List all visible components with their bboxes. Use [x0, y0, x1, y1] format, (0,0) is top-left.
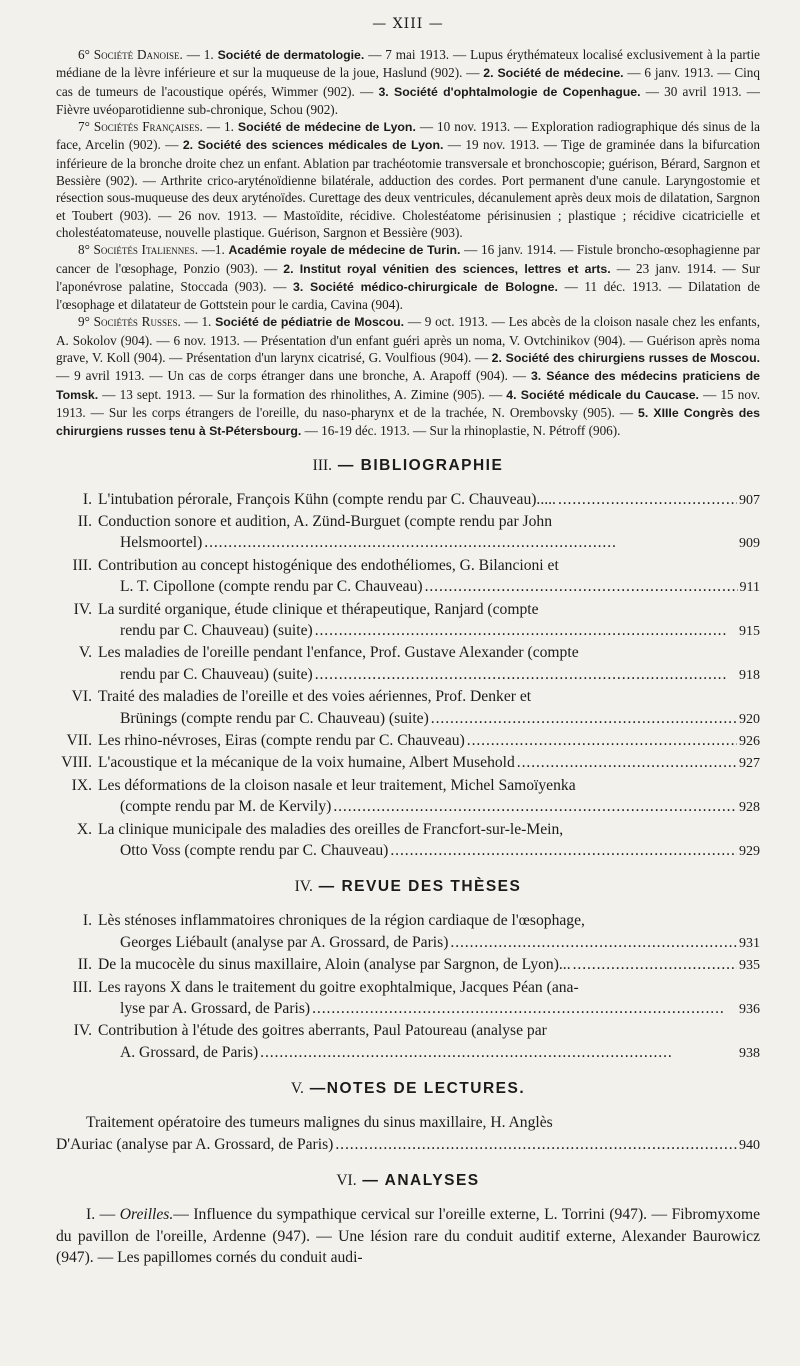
- bibliography-page: 915: [739, 623, 760, 639]
- bibliography-roman-numeral: VI.: [71, 688, 92, 706]
- bibliography-list: [56, 489, 760, 863]
- bibliography-roman-numeral: II.: [77, 512, 92, 530]
- society-name: 3. Société d'ophtalmologie de Copenhague.: [378, 84, 641, 99]
- thesis-entry: [56, 1020, 760, 1064]
- society-paragraph: [56, 313, 760, 440]
- society-text: —1.: [198, 242, 229, 258]
- thesis-title-line: A. Grossard, de Paris): [120, 1043, 259, 1061]
- thesis-title-line: Contribution à l'étude des goitres aberrants, Paul Patoureau (analyse par: [98, 1022, 547, 1040]
- bibliography-title-line: Les rhino-névroses, Eiras (compte rendu par C. Chauveau): [98, 732, 465, 749]
- society-paragraph: [56, 46, 760, 118]
- bibliography-entry: [56, 642, 760, 686]
- society-name: 4. Société médicale du Caucase.: [506, 387, 699, 402]
- thesis-page: 935: [739, 958, 760, 974]
- bibliography-heading-number: III.: [312, 456, 333, 474]
- bibliography-heading-title: — BIBLIOGRAPHIE: [337, 456, 504, 474]
- bibliography-page: 918: [739, 667, 760, 683]
- bibliography-page: 927: [739, 756, 760, 772]
- bibliography-title-line: Les maladies de l'oreille pendant l'enfance, Prof. Gustave Alexander (compte: [98, 644, 579, 662]
- theses-heading-number: IV.: [294, 878, 313, 896]
- society-country: Sociétés Françaises.: [93, 119, 203, 135]
- analyses-segment: I. —: [86, 1206, 120, 1224]
- society-name: Académie royale de médecine de Turin.: [228, 243, 461, 258]
- thesis-entry: [56, 954, 760, 976]
- bibliography-title-line: La surdité organique, étude clinique et thérapeutique, Ranjard (compte: [98, 600, 539, 618]
- bibliography-entry: [56, 489, 760, 511]
- bibliography-title-line: Contribution au concept histogénique des endothéliomes, G. Bilancioni et: [98, 556, 559, 574]
- bibliography-roman-numeral: V.: [78, 644, 92, 662]
- analyses-category: Oreilles.: [119, 1206, 174, 1224]
- bibliography-page: 907: [739, 492, 760, 508]
- thesis-roman-numeral: II.: [77, 956, 92, 974]
- society-text: — 19 nov. 1913. — Tige de graminée dans la bifurcation inférieure de la bronche droite chez un enfant. Ablation par trachéotomie transversale et bronchoscopie; guérison, Bérard, Sargnon et Bessière (902). — Arthrite crico-aryténoïdienne bilatérale, adduction des cordes. Port permanent d'une canule. Laryngostomie et résection sous-muqueuse des deux aryténoïdes. Curettage des deux ventricules, décanulement après deux mois de dilatation, Sargnon et Toubert (903). — 26 nov. 1913. — Mastoïdite, récidive. Cholestéatome périsinusien ; plastique ; récidive cicatricielle et cholestéatomateuse, nouvelle plastique. Guérison, Sargnon et Bessière (903).: [56, 137, 760, 240]
- bibliography-entry: [56, 555, 760, 599]
- bibliography-roman-numeral: VII.: [66, 732, 92, 749]
- thesis-title-line: Georges Liébault (analyse par A. Grossard, de Paris): [120, 933, 449, 951]
- society-text: — 10 nov. 1913. — Exploration radiographique dés sinus de la face, Arcelin (902). —: [56, 119, 761, 153]
- bibliography-roman-numeral: III.: [72, 556, 92, 574]
- notes-heading: [56, 1078, 760, 1100]
- bibliography-roman-numeral: IV.: [73, 600, 92, 618]
- society-country: Société Danoise.: [93, 47, 183, 62]
- society-text: — 9 avril 1913. — Un cas de corps étranger dans une bronche, A. Arapoff (904). —: [56, 368, 531, 384]
- society-text: — 1.: [180, 314, 216, 330]
- notes-line-1: Traitement opératoire des tumeurs malignes du sinus maxillaire, H. Anglès: [86, 1114, 553, 1132]
- analyses-heading-number: VI.: [336, 1172, 357, 1190]
- society-text: — 16-19 déc. 1913. — Sur la rhinoplastie, N. Pétroff (906).: [301, 423, 621, 439]
- bibliography-roman-numeral: VIII.: [61, 754, 92, 772]
- thesis-roman-numeral: I.: [82, 912, 92, 930]
- bibliography-title-line: Traité des maladies de l'oreille et des voies aériennes, Prof. Denker et: [98, 688, 532, 706]
- society-name: 5. XIIIe Congrès des chirurgiens russes tenu à St-Pétersbourg.: [56, 405, 760, 439]
- bibliography-page: 920: [739, 711, 760, 727]
- analyses-heading: [56, 1170, 760, 1192]
- analyses-text: [56, 1204, 760, 1268]
- society-country: Sociétés Italiennes.: [93, 242, 199, 258]
- notes-heading-title: —NOTES DE LECTURES.: [309, 1080, 526, 1098]
- society-text: — 1.: [202, 119, 238, 135]
- bibliography-entry: [56, 686, 760, 730]
- thesis-page: 936: [739, 1002, 760, 1018]
- society-text: — 1.: [182, 47, 218, 62]
- thesis-entry: [56, 910, 760, 954]
- notes-list: [56, 1112, 760, 1156]
- analyses-segment: — Influence du sympathique cervical sur l'oreille externe, L. Torrini (947). — Fibromyxome du pavillon de l'oreille, Ardenne (947). — Une lésion rare du conduit auditif externe, Alexander Baurowicz (947). — Les papillomes cornés du conduit audi-: [56, 1206, 760, 1266]
- bibliography-title-line: L'acoustique et la mécanique de la voix humaine, Albert Musehold: [98, 754, 515, 772]
- notes-heading-number: V.: [290, 1080, 304, 1098]
- notes-line-2: D'Auriac (analyse par A. Grossard, de Paris): [56, 1135, 334, 1153]
- theses-heading: [56, 876, 760, 898]
- societies-section: [56, 46, 760, 441]
- bibliography-title-line: Les déformations de la cloison nasale et leur traitement, Michel Samoïyenka: [98, 776, 576, 794]
- bibliography-title-line: Helsmoortel): [120, 534, 203, 552]
- thesis-roman-numeral: III.: [72, 978, 92, 996]
- society-number: 9°: [78, 314, 94, 330]
- society-paragraph: [56, 118, 760, 241]
- society-number: 8°: [78, 242, 94, 258]
- notes-entry: [56, 1112, 760, 1156]
- bibliography-page: 928: [739, 800, 760, 816]
- society-name: 2. Société des sciences médicales de Lyon.: [182, 138, 444, 153]
- thesis-entry: [56, 977, 760, 1021]
- bibliography-title-line: (compte rendu par M. de Kervily): [120, 798, 332, 816]
- society-name: 2. Société de médecine.: [483, 66, 624, 81]
- bibliography-title-line: L. T. Cipollone (compte rendu par C. Chauveau): [120, 578, 423, 596]
- bibliography-roman-numeral: I.: [82, 490, 92, 508]
- theses-list: [56, 910, 760, 1064]
- society-number: 7°: [78, 119, 94, 135]
- bibliography-page: 911: [739, 580, 760, 596]
- notes-page: 940: [739, 1137, 760, 1153]
- thesis-page: 931: [739, 935, 760, 951]
- theses-heading-title: — REVUE DES THÈSES: [318, 878, 522, 896]
- bibliography-entry: [56, 775, 760, 819]
- bibliography-title-line: rendu par C. Chauveau) (suite): [120, 665, 313, 683]
- society-name: 2. Institut royal vénitien des sciences, lettres et arts.: [283, 261, 611, 276]
- society-name: Société de pédiatrie de Moscou.: [215, 315, 405, 330]
- bibliography-page: 929: [739, 844, 760, 860]
- society-name: 3. Société médico-chirurgicale de Bologne.: [293, 279, 558, 294]
- bibliography-entry: [56, 511, 760, 555]
- bibliography-roman-numeral: X.: [76, 820, 92, 838]
- thesis-title-line: Les rayons X dans le traitement du goitre exophtalmique, Jacques Péan (ana-: [98, 978, 579, 996]
- society-name: Société de dermatologie.: [217, 48, 365, 62]
- society-name: 3. Séance des médecins praticiens de Tomsk.: [56, 369, 760, 402]
- society-text: — 6 janv. 1913. — Cinq cas de tumeurs de l'acoustique opérés, Wimmer (902). —: [56, 65, 760, 99]
- society-text: — 13 sept. 1913. — Sur la formation des rhinolithes, A. Zimine (905). —: [98, 386, 507, 402]
- thesis-title-line: lyse par A. Grossard, de Paris): [120, 1000, 311, 1018]
- page-number: — XIII —: [372, 16, 444, 32]
- society-number: 6°: [78, 47, 94, 62]
- bibliography-page: 909: [739, 536, 760, 552]
- bibliography-entry: [56, 752, 760, 774]
- bibliography-title-line: Otto Voss (compte rendu par C. Chauveau): [120, 842, 389, 860]
- society-name: 2. Société des chirurgiens russes de Moscou.: [491, 351, 760, 366]
- thesis-title-line: Lès sténoses inflammatoires chroniques de la région cardiaque de l'œsophage,: [98, 912, 585, 930]
- bibliography-roman-numeral: IX.: [71, 776, 92, 794]
- bibliography-heading: [56, 455, 760, 477]
- bibliography-title-line: Brünings (compte rendu par C. Chauveau) (suite): [120, 709, 429, 727]
- society-text: — 23 janv. 1914. — Sur l'aponévrose palatine, Stoccada (903). —: [56, 260, 760, 294]
- society-country: Sociétés Russes.: [93, 314, 181, 330]
- society-text: — 15 nov. 1913. — Sur les corps étrangers de l'oreille, du naso-pharynx et de la trachée, N. Orembovsky (905). —: [56, 386, 760, 420]
- analyses-heading-title: — ANALYSES: [362, 1172, 480, 1190]
- thesis-roman-numeral: IV.: [73, 1022, 92, 1040]
- bibliography-entry: [56, 599, 760, 643]
- bibliography-entry: [56, 730, 760, 752]
- society-text: — 16 janv. 1914. — Fistule broncho-œsophagienne par cancer de l'œsophage, Ponzio (903). —: [56, 242, 761, 276]
- thesis-title-line: De la mucocèle du sinus maxillaire, Aloin (analyse par Sargnon, de Lyon)...: [98, 956, 571, 974]
- society-paragraph: [56, 241, 760, 313]
- bibliography-title-line: rendu par C. Chauveau) (suite): [120, 621, 313, 639]
- bibliography-page: 926: [739, 734, 760, 749]
- society-text: — 9 oct. 1913. — Les abcès de la cloison nasale chez les enfants, A. Sokolov (904). — 6 nov. 1913. — Présentation d'un enfant guéri après un noma, V. Ovtchinikov (904). — Guérison après noma grave, V. Koll (904). — Présentation d'un larynx cicatrisé, G. Voulfious (904). —: [56, 314, 760, 366]
- society-text: — 30 avril 1913. — Fièvre uvéoparotidienne sub-chronique, Schou (902).: [56, 83, 760, 117]
- bibliography-title-line: La clinique municipale des maladies des oreilles de Francfort-sur-le-Mein,: [98, 820, 564, 838]
- bibliography-title-line: L'intubation pérorale, François Kühn (compte rendu par C. Chauveau).....: [98, 490, 556, 508]
- society-text: — 11 déc. 1913. — Dilatation de l'œsophage et dilatateur de Gottstein pour le cardia, Cavina (904).: [56, 278, 761, 313]
- society-text: — 7 mai 1913. — Lupus érythémateux localisé exclusivement à la partie médiane de la lèvre inférieure et sur la muqueuse de la joue, Haslund (902). —: [56, 47, 760, 81]
- thesis-page: 938: [739, 1045, 760, 1061]
- society-name: Société de médecine de Lyon.: [237, 120, 416, 135]
- bibliography-entry: [56, 819, 760, 863]
- bibliography-title-line: Conduction sonore et audition, A. Zünd-Burguet (compte rendu par John: [98, 512, 553, 530]
